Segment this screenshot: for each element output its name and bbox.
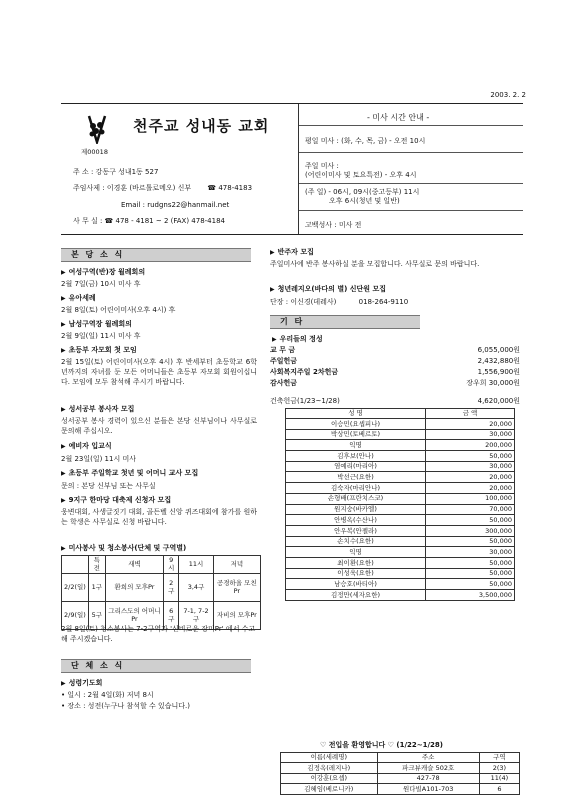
table-header-cell: 금 액 bbox=[426, 409, 515, 419]
bullet-triangle-icon: ▶ bbox=[272, 336, 277, 343]
table-row bbox=[286, 547, 515, 558]
table-cell: 3,4구 bbox=[179, 573, 214, 601]
item-men-meeting-title: ▶ 남성구역장 월례회의 bbox=[61, 320, 132, 328]
sunday-mass-label: 주일 미사 : bbox=[305, 162, 339, 170]
table-header-row bbox=[281, 753, 520, 763]
table-cell: 20,000 bbox=[426, 483, 515, 494]
table-row bbox=[286, 419, 515, 430]
item-baptism-title: ▶ 유아세례 bbox=[61, 294, 96, 302]
finance-row: 주일헌금 2,432,880원 bbox=[270, 357, 520, 365]
table-cell: 7-1, 7-2구 bbox=[179, 601, 214, 629]
parish-news-heading: 본 당 소 식 bbox=[61, 248, 251, 262]
table-cell: 50,000 bbox=[426, 515, 515, 526]
table-cell: 1구 bbox=[88, 573, 105, 601]
table-row bbox=[286, 568, 515, 579]
mass-schedule bbox=[298, 104, 523, 234]
bullet-triangle-icon: ▶ bbox=[61, 443, 66, 450]
table-cell: 김혜임(베로니카) bbox=[281, 784, 378, 795]
item-legio-text: 단장 : 이신경(데레사) 018-264-9110 bbox=[270, 298, 409, 306]
item-teacher-title: ▶ 초등부 주일학교 첫년 및 어머니 교사 모집 bbox=[61, 469, 199, 477]
item-women-meeting-text: 2월 7일(금) 10시 미사 후 bbox=[61, 280, 141, 288]
finance-row: 감사헌금 장우희 30,000원 bbox=[270, 379, 520, 387]
table-row bbox=[281, 784, 520, 795]
welcome-title: ♡ 전입을 환영합니다 ♡ (1/22~1/28) bbox=[320, 741, 443, 749]
table-cell: 2(3) bbox=[479, 763, 519, 774]
table-header-cell: 성 명 bbox=[286, 409, 426, 419]
item-prayer-title: ▶ 성령기도회 bbox=[61, 679, 103, 687]
saturday-mass: (어린이미사 및 토요특전) - 오후 4시 bbox=[305, 171, 417, 179]
donation-table bbox=[285, 408, 515, 601]
bullet-triangle-icon: ▶ bbox=[61, 470, 66, 477]
table-cell: 안병옥(수산나) bbox=[286, 515, 426, 526]
bulletin-date: 2003. 2. 2 bbox=[490, 91, 526, 99]
item-women-meeting-title: ▶ 여성구역(반)장 월례회의 bbox=[61, 268, 146, 276]
table-cell: 원지숭(바카엘) bbox=[286, 504, 426, 515]
office-contact: 사 무 실 : ☎ 478 - 4181 ~ 2 (FAX) 478-4184 bbox=[73, 217, 225, 225]
item-mothers-title: ▶ 초등부 자모회 첫 모임 bbox=[61, 346, 137, 354]
church-info bbox=[61, 104, 295, 234]
finance-row: 사회복지주일 2차헌금 1,556,900원 bbox=[270, 368, 520, 376]
finance-title: ▶ 우리들의 정성 bbox=[272, 335, 323, 343]
item-men-meeting-text: 2월 9일(일) 11시 미사 후 bbox=[61, 332, 141, 340]
table-cell: 30,000 bbox=[426, 429, 515, 440]
table-cell: 50,000 bbox=[426, 568, 515, 579]
sunday-evening-mass: 오후 6시(청년 및 일반) bbox=[329, 197, 400, 205]
item-festival-title: ▶ 9지구 한마당 대축제 신청자 모집 bbox=[61, 496, 172, 504]
table-cell: 이승민(요셉피나) bbox=[286, 419, 426, 430]
item-organist-text: 주일미사에 반주 봉사하실 분을 모집합니다. 사무실로 문의 바랍니다. bbox=[270, 260, 480, 268]
prayer-time: • 일시 : 2월 4일(화) 저녁 8시 bbox=[61, 691, 154, 699]
table-cell: 2/2(일) bbox=[62, 573, 89, 601]
sunday-mass: (주 일) - 06시, 09시(중고등부) 11시 bbox=[305, 188, 420, 196]
divider bbox=[299, 125, 523, 126]
table-cell: 안우복(안젤라) bbox=[286, 525, 426, 536]
issue-number: 제00018 bbox=[81, 148, 108, 156]
table-cell: 5구 bbox=[88, 601, 105, 629]
prayer-place: • 장소 : 성전(누구나 참석할 수 있습니다.) bbox=[61, 702, 190, 710]
table-cell: 20,000 bbox=[426, 472, 515, 483]
table-row bbox=[286, 440, 515, 451]
table-row bbox=[286, 536, 515, 547]
table-cell: 6구 bbox=[164, 601, 179, 629]
table-row bbox=[62, 573, 261, 601]
table-cell: 공경하올 모친Pr bbox=[213, 573, 260, 601]
item-service-title: ▶ 미사봉사 및 청소봉사(단체 및 구역별) bbox=[61, 544, 187, 552]
table-cell: 그리스도의 어머니Pr bbox=[105, 601, 164, 629]
table-row bbox=[286, 483, 515, 494]
table-header-cell: 이름(세례명) bbox=[281, 753, 378, 763]
table-cell: 김후보(안나) bbox=[286, 451, 426, 462]
table-header-cell bbox=[62, 556, 89, 574]
welcome-table bbox=[280, 752, 520, 795]
table-cell: 2/9(일) bbox=[62, 601, 89, 629]
table-cell: 11(4) bbox=[479, 773, 519, 784]
table-row bbox=[286, 429, 515, 440]
table-row bbox=[286, 493, 515, 504]
table-cell: 20,000 bbox=[426, 419, 515, 430]
bullet-triangle-icon: ▶ bbox=[61, 680, 66, 687]
table-cell: 최이환(요한) bbox=[286, 557, 426, 568]
table-row bbox=[286, 461, 515, 472]
item-organist-title: ▶ 반주자 모집 bbox=[270, 248, 314, 256]
table-cell: 손형배(프란치스코) bbox=[286, 493, 426, 504]
table-header-row bbox=[62, 556, 261, 574]
table-cell: 환희의 모후Pr bbox=[105, 573, 164, 601]
table-cell: 이강훈(요셉) bbox=[281, 773, 378, 784]
table-cell: 박상민(토베르토) bbox=[286, 429, 426, 440]
table-cell: 파크뷰캐슬 502호 bbox=[377, 763, 479, 774]
item-teacher-text: 문의 : 본당 신부님 또는 사무실 bbox=[61, 482, 156, 490]
table-cell: 50,000 bbox=[426, 536, 515, 547]
table-cell: 김정만(세자요한) bbox=[286, 590, 426, 601]
misc-heading: 기 타 bbox=[270, 315, 420, 329]
table-cell: 100,000 bbox=[426, 493, 515, 504]
finance-row: 교 무 금 6,055,000원 bbox=[270, 346, 520, 354]
table-cell: 300,000 bbox=[426, 525, 515, 536]
item-legio-title: ▶ 청년레지오(바다의 별) 신단원 모집 bbox=[270, 285, 387, 293]
table-cell: 50,000 bbox=[426, 557, 515, 568]
table-cell: 427-78 bbox=[377, 773, 479, 784]
item-mothers-text: 2월 15일(토) 어린이미사(오후 4시) 후 반세부터 초등학교 6학년까지의 자녀를 둔 모든 어머니들은 초등부 자모회 회원이십니다. 모임에 모두 참석해 주시기 바랍니다. bbox=[61, 358, 257, 386]
table-cell: 남승호(바티아) bbox=[286, 579, 426, 590]
bullet-triangle-icon: ▶ bbox=[61, 406, 66, 413]
item-catechumen-text: 2월 23일(일) 11시 미사 bbox=[61, 455, 136, 463]
table-cell: 김정옥(레지나) bbox=[281, 763, 378, 774]
church-email: Email : rudgns22@hanmail.net bbox=[121, 201, 230, 209]
item-catechumen-title: ▶ 예비자 입교식 bbox=[61, 442, 112, 450]
divider bbox=[299, 152, 523, 153]
confession: 고백성사 : 미사 전 bbox=[305, 221, 362, 229]
table-row bbox=[281, 773, 520, 784]
table-header-cell: 11시 bbox=[179, 556, 214, 574]
pastor-name bbox=[73, 184, 252, 193]
table-header-cell: 새벽 bbox=[105, 556, 164, 574]
bullet-triangle-icon: ▶ bbox=[61, 545, 66, 552]
table-header-cell: 주소 bbox=[377, 753, 479, 763]
table-row bbox=[286, 590, 515, 601]
table-cell: 6 bbox=[479, 784, 519, 795]
table-header-cell: 9시 bbox=[164, 556, 179, 574]
building-fund-row: 건축헌금(1/23~1/28) 4,620,000원 bbox=[270, 397, 520, 405]
table-header-cell: 특전 bbox=[88, 556, 105, 574]
table-cell: 이성욱(요한) bbox=[286, 568, 426, 579]
bullet-triangle-icon: ▶ bbox=[61, 497, 66, 504]
table-cell: 2구 bbox=[164, 573, 179, 601]
divider bbox=[299, 183, 523, 184]
bulletin-header bbox=[61, 103, 523, 235]
bullet-triangle-icon: ▶ bbox=[61, 321, 66, 328]
table-header-cell: 저녁 bbox=[213, 556, 260, 574]
table-row bbox=[286, 504, 515, 515]
table-cell: 70,000 bbox=[426, 504, 515, 515]
bullet-triangle-icon: ▶ bbox=[61, 295, 66, 302]
table-cell: 50,000 bbox=[426, 579, 515, 590]
bullet-triangle-icon: ▶ bbox=[270, 286, 275, 293]
table-cell: 익명 bbox=[286, 547, 426, 558]
church-logo-icon bbox=[83, 114, 111, 144]
bullet-triangle-icon: ▶ bbox=[61, 347, 66, 354]
church-address: 주 소 : 강동구 성내1동 527 bbox=[73, 168, 159, 176]
table-row bbox=[286, 472, 515, 483]
table-cell: 200,000 bbox=[426, 440, 515, 451]
pastor-phone: ☎ 478-4183 bbox=[207, 184, 253, 192]
table-header-row bbox=[286, 409, 515, 419]
table-cell: 3,500,000 bbox=[426, 590, 515, 601]
table-cell: 익명 bbox=[286, 440, 426, 451]
table-cell: 30,000 bbox=[426, 461, 515, 472]
table-cell: 50,000 bbox=[426, 451, 515, 462]
table-cell: 자비의 모후Pr bbox=[213, 601, 260, 629]
bullet-triangle-icon: ▶ bbox=[270, 249, 275, 256]
church-name: 천주교 성내동 교회 bbox=[133, 117, 270, 135]
bullet-triangle-icon: ▶ bbox=[61, 269, 66, 276]
item-bible-title: ▶ 성서공부 봉사자 모집 bbox=[61, 405, 135, 413]
table-cell: 30,000 bbox=[426, 547, 515, 558]
table-cell: 손치수(요한) bbox=[286, 536, 426, 547]
table-cell: 원다빌A101-703 bbox=[377, 784, 479, 795]
table-row bbox=[286, 557, 515, 568]
item-festival-text: 웅변대회, 사생글짓기 대회, 골든벨 신앙 퀴즈대회에 참가를 원하는 학생은 사무실로 신청 바랍니다. bbox=[61, 508, 257, 526]
table-row bbox=[286, 525, 515, 536]
table-row bbox=[286, 515, 515, 526]
item-baptism-text: 2월 8일(토) 어린이미사(오후 4시) 후 bbox=[61, 306, 176, 314]
table-cell: 김숙자(마리안나) bbox=[286, 483, 426, 494]
pastor-label: 주임사제 : 이경훈 (바르톨로메오) 신부 bbox=[73, 184, 192, 192]
table-cell: 박선근(요한) bbox=[286, 472, 426, 483]
table-row bbox=[286, 579, 515, 590]
table-header-cell: 구역 bbox=[479, 753, 519, 763]
service-note: 2월 8일(토) 청소봉사는 7-2구역과 '신비로운 장미Pr' 에서 수고해 주시겠습니다. bbox=[61, 625, 256, 643]
group-news-heading: 단 체 소 식 bbox=[61, 659, 251, 673]
table-row bbox=[281, 763, 520, 774]
divider bbox=[299, 210, 523, 211]
weekday-mass: 평일 미사 : (화, 수, 목, 금) - 오전 10시 bbox=[305, 137, 426, 145]
mass-title: - 미사 시간 안내 - bbox=[367, 113, 430, 122]
item-bible-text: 성서공부 봉사 경력이 있으신 분들은 본당 신부님이나 사무실로 문의해 주십시오. bbox=[61, 417, 257, 435]
table-row bbox=[286, 451, 515, 462]
table-cell: 염예리(마리아) bbox=[286, 461, 426, 472]
service-table bbox=[61, 555, 261, 630]
